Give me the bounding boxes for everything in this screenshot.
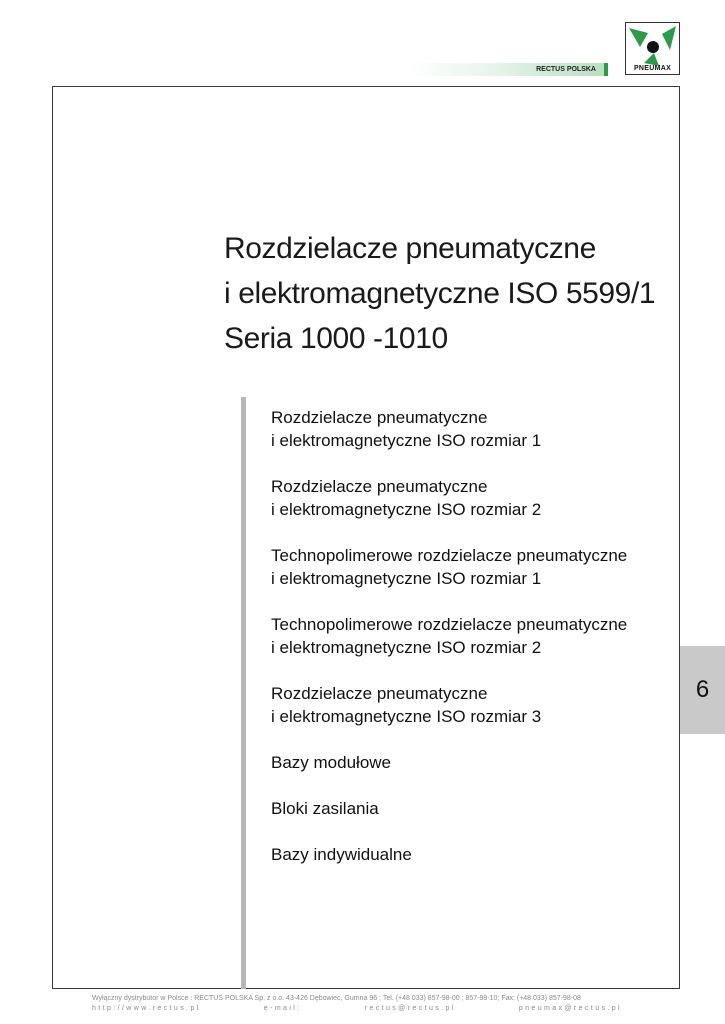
toc-item-line: i elektromagnetyczne ISO rozmiar 2	[271, 638, 542, 657]
toc-item-line: Bazy indywidualne	[271, 845, 412, 864]
toc-item-technopolymer-size-1[interactable]	[271, 544, 676, 590]
pneumax-logo	[625, 22, 680, 75]
title-line-1: Rozdzielacze pneumatyczne	[224, 232, 596, 265]
footer-contacts	[92, 1004, 622, 1014]
toc-item-supply-blocks[interactable]	[271, 797, 676, 820]
chapter-tab[interactable]	[680, 646, 725, 734]
footer-website-link[interactable]: http://www.rectus.pl	[92, 1005, 201, 1012]
toc-item-iso-size-3[interactable]	[271, 682, 676, 728]
logo-wordmark: PNEUMAX	[633, 65, 672, 72]
footer-email-label: e-mail:	[263, 1005, 302, 1012]
toc-item-iso-size-1[interactable]	[271, 406, 676, 452]
toc-item-line: i elektromagnetyczne ISO rozmiar 2	[271, 500, 542, 519]
table-of-contents	[271, 406, 676, 889]
brand-tag: RECTUS POLSKA	[536, 66, 596, 73]
title-line-2: i elektromagnetyczne ISO 5599/1	[224, 277, 656, 310]
footer-email-link-1[interactable]: rectus@rectus.pl	[364, 1005, 456, 1012]
pneumax-logo-icon	[626, 23, 679, 67]
toc-item-line: i elektromagnetyczne ISO rozmiar 1	[271, 569, 542, 588]
toc-item-line: Bloki zasilania	[271, 799, 379, 818]
toc-item-line: i elektromagnetyczne ISO rozmiar 1	[271, 431, 542, 450]
toc-item-technopolymer-size-2[interactable]	[271, 613, 676, 659]
toc-item-individual-bases[interactable]	[271, 843, 676, 866]
toc-item-line: Rozdzielacze pneumatyczne	[271, 408, 488, 427]
toc-item-line: Bazy modułowe	[271, 753, 392, 772]
header-accent-stripe	[604, 63, 608, 76]
toc-item-line: Rozdzielacze pneumatyczne	[271, 684, 488, 703]
title-line-3: Seria 1000 -1010	[224, 322, 448, 355]
footer-distributor: Wyłączny dystrybutor w Polsce : RECTUS POLSKA Sp. z o.o. 43-426 Dębowiec, Gumna 96 ; Tel. (+48 033) 857-98-00 ; 857-98-10; Fax: (+48 033) 857-98-08	[92, 995, 581, 1002]
footer-email-link-2[interactable]: pneumax@rectus.pl	[518, 1005, 622, 1012]
toc-divider-bar	[241, 397, 246, 989]
chapter-number: 6	[695, 676, 710, 703]
toc-item-line: Technopolimerowe rozdzielacze pneumatyczne	[271, 546, 628, 565]
toc-item-line: Rozdzielacze pneumatyczne	[271, 477, 488, 496]
page-footer	[92, 994, 622, 1014]
toc-item-line: Technopolimerowe rozdzielacze pneumatyczne	[271, 615, 628, 634]
page-title	[224, 226, 684, 361]
toc-item-iso-size-2[interactable]	[271, 475, 676, 521]
toc-item-modular-bases[interactable]	[271, 751, 676, 774]
toc-item-line: i elektromagnetyczne ISO rozmiar 3	[271, 707, 542, 726]
